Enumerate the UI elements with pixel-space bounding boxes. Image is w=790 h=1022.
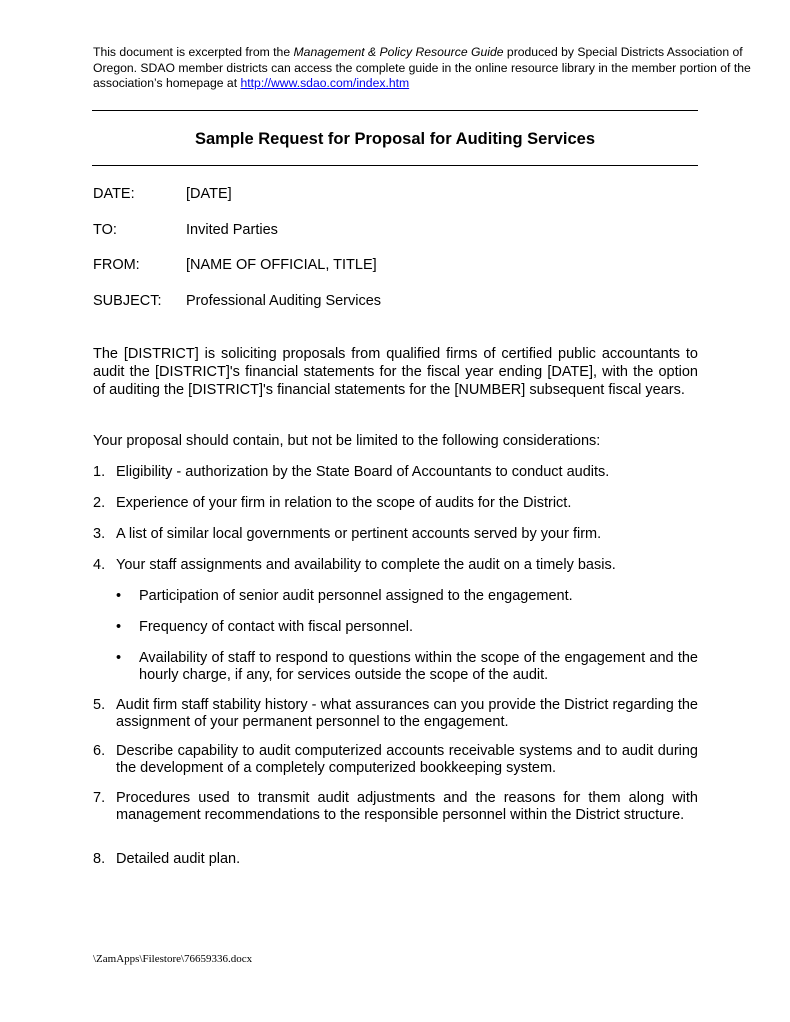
list-text: Describe capability to audit computerized accounts receivable systems and to audit during the development of a completely computerized bookkeeping system. [116, 743, 698, 776]
sub-list-text: Frequency of contact with fiscal personnel. [139, 619, 414, 635]
notice-text-start: This document is excerpted from the [93, 45, 294, 59]
list-item [93, 790, 698, 823]
sub-list-text: Availability of staff to respond to questions within the scope of the engagement and the hourly charge, if any, for services outside the scope of the audit. [139, 650, 698, 683]
from-value: [NAME OF OFFICIAL, TITLE] [186, 257, 377, 273]
sub-list-item [116, 588, 698, 605]
list-number: 7. [93, 790, 106, 806]
guide-title: Management & Policy Resource Guide [293, 45, 504, 59]
document-title: Sample Request for Proposal for Auditing Services [194, 130, 596, 148]
solicitation-paragraph: The [DISTRICT] is soliciting proposals from qualified firms of certified public accountants to audit the [DISTRICT]'s financial statements for the fiscal year ending [DATE], with the option of auditing the [DISTRICT]'s financial statements for the [NUMBER] subsequent fiscal years. [93, 346, 698, 398]
list-number: 2. [93, 495, 106, 511]
list-number: 6. [93, 743, 106, 759]
top-divider [92, 110, 698, 111]
list-number: 8. [93, 851, 106, 867]
list-item [93, 495, 698, 512]
title-divider [92, 165, 698, 166]
bullet-icon: • [116, 588, 122, 604]
considerations-intro: Your proposal should contain, but not be limited to the following considerations: [93, 433, 601, 449]
file-path-footer: \ZamApps\Filestore\76659336.docx [93, 953, 253, 965]
sdao-homepage-link[interactable]: http://www.sdao.com/index.htm [240, 76, 410, 90]
subject-label: SUBJECT: [93, 293, 162, 309]
subject-value: Professional Auditing Services [186, 293, 382, 309]
list-item [93, 464, 698, 481]
list-item [93, 851, 698, 868]
list-number: 3. [93, 526, 106, 542]
list-text: Procedures used to transmit audit adjustments and the reasons for them along with management recommendations to the responsible personnel within the District structure. [116, 790, 698, 823]
list-text: Your staff assignments and availability to complete the audit on a timely basis. [116, 557, 616, 573]
list-number: 5. [93, 697, 106, 713]
list-item [93, 697, 698, 730]
list-text: A list of similar local governments or pertinent accounts served by your firm. [116, 526, 602, 542]
notice-text-end: produced by Special Districts Association of Oregon. SDAO member districts can access the complete guide in the online resource library in the member portion of the association’s homepage at [93, 45, 751, 90]
list-text: Eligibility - authorization by the State Board of Accountants to conduct audits. [116, 464, 610, 480]
list-item [93, 743, 698, 776]
list-text: Audit firm staff stability history - what assurances can you provide the District regarding the assignment of your permanent personnel to the engagement. [116, 697, 698, 730]
excerpt-notice [93, 45, 753, 92]
list-number: 4. [93, 557, 106, 573]
date-label: DATE: [93, 186, 135, 202]
sub-list-text: Participation of senior audit personnel assigned to the engagement. [139, 588, 573, 604]
to-value: Invited Parties [186, 222, 278, 238]
list-text: Detailed audit plan. [116, 851, 241, 867]
list-item [93, 557, 698, 574]
from-label: FROM: [93, 257, 140, 273]
to-label: TO: [93, 222, 117, 238]
bullet-icon: • [116, 650, 122, 666]
sub-list-item [116, 619, 698, 636]
list-item [93, 526, 698, 543]
list-text: Experience of your firm in relation to the scope of audits for the District. [116, 495, 572, 511]
sub-list-item [116, 650, 698, 683]
bullet-icon: • [116, 619, 122, 635]
list-number: 1. [93, 464, 106, 480]
date-value: [DATE] [186, 186, 232, 202]
